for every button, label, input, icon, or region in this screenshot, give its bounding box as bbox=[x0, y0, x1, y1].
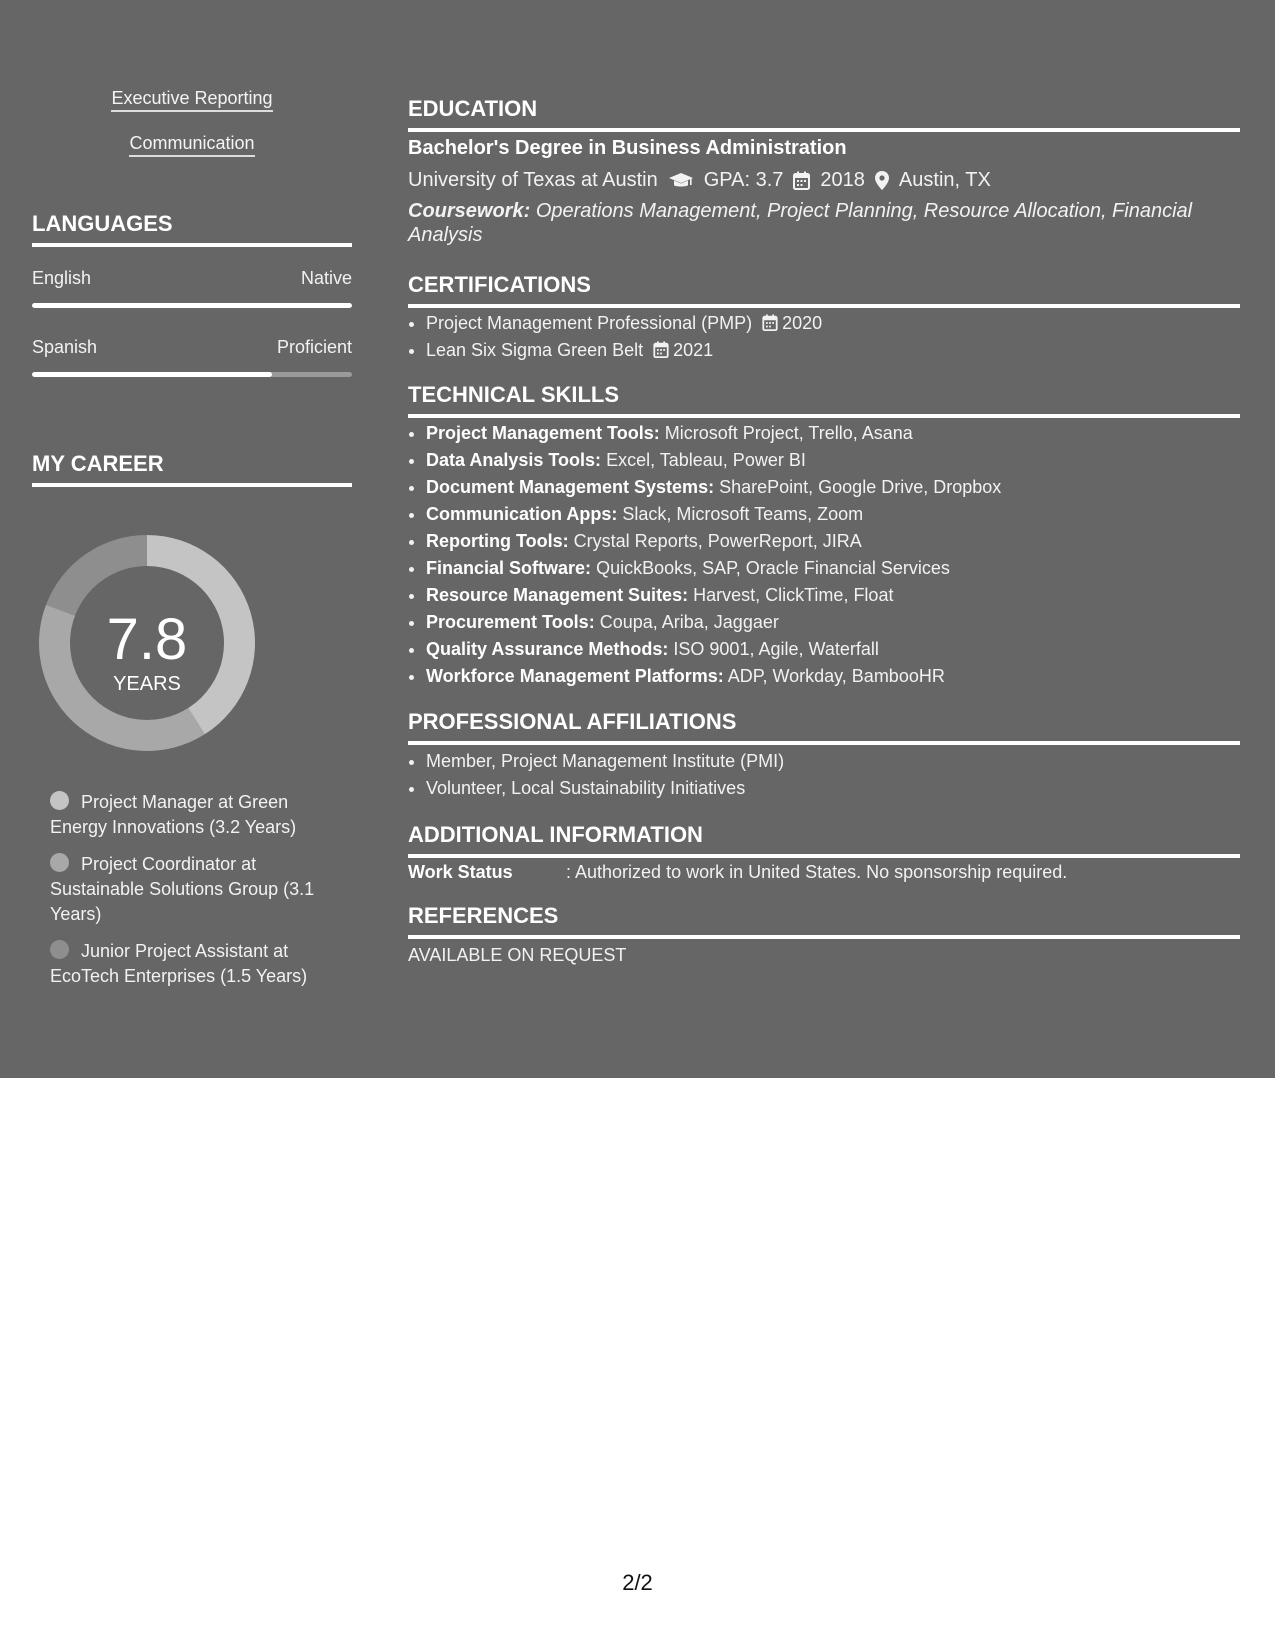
technical-skill-item bbox=[426, 582, 1240, 609]
education-details bbox=[408, 169, 991, 192]
language-spanish bbox=[32, 337, 352, 377]
language-english bbox=[32, 268, 352, 308]
work-status-label: Work Status bbox=[408, 862, 513, 882]
technical-skill-item bbox=[426, 528, 1240, 555]
career-legend-dot bbox=[50, 940, 69, 959]
technical-skill-item bbox=[426, 447, 1240, 474]
languages-heading: LANGUAGES bbox=[32, 211, 352, 247]
skill-values: Microsoft Project, Trello, Asana bbox=[664, 423, 913, 443]
career-item-label: Project Manager at Green Energy Innovations (3.2 Years) bbox=[50, 792, 297, 837]
certifications-heading: CERTIFICATIONS bbox=[408, 272, 1240, 308]
school-name: University of Texas at Austin bbox=[408, 169, 658, 191]
certifications-list bbox=[408, 310, 1240, 364]
career-heading: MY CAREER bbox=[32, 451, 352, 487]
career-donut-chart bbox=[32, 528, 262, 758]
language-level: Proficient bbox=[276, 337, 352, 357]
affiliations-list bbox=[408, 748, 1240, 802]
additional-info-heading: ADDITIONAL INFORMATION bbox=[408, 822, 1240, 858]
certification-item bbox=[426, 337, 1240, 364]
skill-communication bbox=[32, 133, 352, 154]
certification-name: Lean Six Sigma Green Belt bbox=[426, 340, 644, 360]
skill-values: Crystal Reports, PowerReport, JIRA bbox=[573, 531, 862, 551]
skill-category: Workforce Management Platforms: bbox=[426, 666, 724, 686]
skill-category: Communication Apps: bbox=[426, 504, 618, 524]
calendar-icon bbox=[762, 314, 778, 331]
skill-values: Excel, Tableau, Power BI bbox=[606, 450, 806, 470]
skill-executive-reporting bbox=[32, 88, 352, 109]
technical-skill-item bbox=[426, 501, 1240, 528]
career-item-label: Junior Project Assistant at EcoTech Enterprises (1.5 Years) bbox=[50, 941, 308, 986]
language-level: Native bbox=[300, 268, 352, 288]
skill-category: Data Analysis Tools: bbox=[426, 450, 602, 470]
graduation-cap-icon bbox=[668, 172, 694, 190]
technical-skill-item bbox=[426, 636, 1240, 663]
work-status-value: : Authorized to work in United States. No sponsorship required. bbox=[566, 862, 1068, 882]
graduation-year: 2018 bbox=[820, 169, 865, 191]
technical-skill-item bbox=[426, 420, 1240, 447]
skill-values: SharePoint, Google Drive, Dropbox bbox=[719, 477, 1002, 497]
references-text: AVAILABLE ON REQUEST bbox=[408, 945, 627, 965]
certification-year: 2020 bbox=[782, 313, 823, 333]
skill-category: Financial Software: bbox=[426, 558, 592, 578]
skill-label: Communication bbox=[129, 133, 254, 157]
skill-category: Document Management Systems: bbox=[426, 477, 715, 497]
career-total-value: 7.8 bbox=[106, 607, 188, 672]
technical-skill-item bbox=[426, 663, 1240, 690]
skill-values: Harvest, ClickTime, Float bbox=[693, 585, 894, 605]
career-item bbox=[50, 852, 340, 927]
location-pin-icon bbox=[875, 171, 889, 190]
skill-values: QuickBooks, SAP, Oracle Financial Services bbox=[596, 558, 950, 578]
language-proficiency-bar bbox=[32, 372, 352, 377]
career-item bbox=[50, 939, 340, 989]
career-legend-dot bbox=[50, 791, 69, 810]
calendar-icon bbox=[653, 341, 669, 358]
language-name: English bbox=[32, 268, 92, 288]
technical-skill-item bbox=[426, 474, 1240, 501]
calendar-icon bbox=[793, 171, 810, 190]
language-proficiency-fill bbox=[32, 303, 352, 308]
page-number: 2/2 bbox=[622, 1570, 653, 1595]
skill-category: Procurement Tools: bbox=[426, 612, 595, 632]
coursework-label: Coursework: bbox=[408, 200, 531, 222]
skill-values: Slack, Microsoft Teams, Zoom bbox=[622, 504, 864, 524]
degree-title: Bachelor's Degree in Business Administration bbox=[408, 137, 847, 159]
skill-label: Executive Reporting bbox=[111, 88, 272, 112]
certification-item bbox=[426, 310, 1240, 337]
coursework bbox=[408, 199, 1240, 247]
work-status bbox=[408, 862, 1067, 883]
gpa: GPA: 3.7 bbox=[703, 169, 784, 191]
education-heading: EDUCATION bbox=[408, 96, 1240, 132]
skill-category: Resource Management Suites: bbox=[426, 585, 689, 605]
certification-year: 2021 bbox=[673, 340, 714, 360]
skill-category: Quality Assurance Methods: bbox=[426, 639, 669, 659]
skill-values: ISO 9001, Agile, Waterfall bbox=[673, 639, 879, 659]
skill-category: Project Management Tools: bbox=[426, 423, 660, 443]
skill-values: ADP, Workday, BambooHR bbox=[727, 666, 945, 686]
career-item bbox=[50, 790, 340, 840]
language-proficiency-fill bbox=[32, 372, 272, 377]
technical-skill-item bbox=[426, 609, 1240, 636]
skill-category: Reporting Tools: bbox=[426, 531, 569, 551]
technical-skill-item bbox=[426, 555, 1240, 582]
affiliation-item: • Member, Project Management Institute (PMI) bbox=[426, 748, 1240, 775]
technical-skills-list bbox=[408, 420, 1240, 690]
education-location: Austin, TX bbox=[898, 169, 991, 191]
career-donut-svg bbox=[32, 528, 262, 758]
coursework-list: Operations Management, Project Planning, Resource Allocation, Financial Analysis bbox=[408, 200, 1193, 246]
affiliations-heading: PROFESSIONAL AFFILIATIONS bbox=[408, 709, 1240, 745]
references-heading: REFERENCES bbox=[408, 903, 1240, 939]
certification-name: Project Management Professional (PMP) bbox=[426, 313, 753, 333]
language-name: Spanish bbox=[32, 337, 98, 357]
career-legend-dot bbox=[50, 853, 69, 872]
career-list bbox=[50, 790, 340, 1001]
affiliation-item: • Volunteer, Local Sustainability Initiatives bbox=[426, 775, 1240, 802]
skill-values: Coupa, Ariba, Jaggaer bbox=[599, 612, 779, 632]
language-proficiency-bar bbox=[32, 303, 352, 308]
career-item-label: Project Coordinator at Sustainable Solutions Group (3.1 Years) bbox=[50, 854, 315, 924]
career-total-unit: YEARS bbox=[113, 673, 181, 695]
technical-skills-heading: TECHNICAL SKILLS bbox=[408, 382, 1240, 418]
